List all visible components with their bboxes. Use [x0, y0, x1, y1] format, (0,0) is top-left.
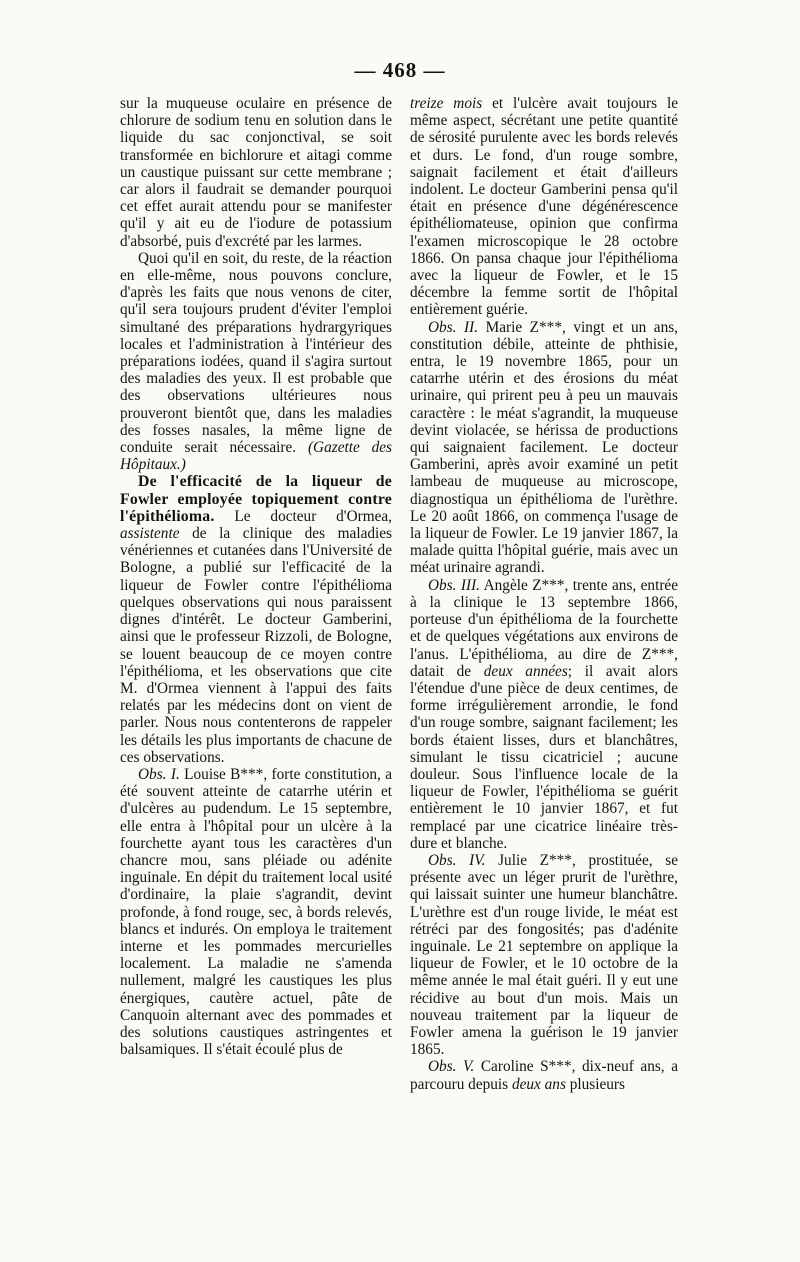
- observation: [410, 319, 678, 577]
- paragraph-text: et l'ulcère avait toujours le même aspect, sécrétant une petite quantité de sérosité purulente avec les bords relevés et durs. Le fond, d'un rouge sombre, saignait facilement et était d'ailleurs indolent. Le docteur Gamberini pensa qu'il était en présence d'une dégénérescence épithéliomateuse, opinion que confirma l'examen microscopique le 28 octobre 1866. On pansa chaque jour l'épithélioma avec la liqueur de Fowler, et le 15 décembre la femme sortit de l'hôpital entièrement guérie.: [410, 95, 679, 319]
- italic-term: treize mois: [410, 95, 483, 112]
- observation-text: Marie Z***, vingt et un ans, constitution débile, atteinte de phthisie, entra, le 19 novembre 1865, pour un catarrhe utérin et des érosions du méat urinaire, qui prirent peu à peu un mauvais caractère : le méat s'agrandit, la muqueuse devint violacée, se hérissa de productions qui saignaient facilement. Le docteur Gamberini, après avoir examiné un petit lambeau de muqueuse au microscope, diagnostiqua un épithélioma de l'urèthre. Le 20 août 1866, on commença l'usage de la liqueur de Fowler. Le 19 janvier 1867, la malade quitta l'hôpital guérie, mais avec un méat urinaire agrandi.: [410, 318, 679, 577]
- observation-text: Angèle Z***, trente ans, entrée à la clinique le 13 septembre 1866, porteuse d'un épithélioma de la fourchette et de quelques végétations aux environs de l'anus. L'épithélioma, au dire de Z***, datait de: [410, 576, 679, 680]
- observation-text: Julie Z***, prostituée, se présente avec un léger prurit de l'urèthre, qui laissait suinter une humeur blanchâtre. L'urèthre est d'un rouge livide, le méat est rétréci par des fongosités; pas d'adénite inguinale. Le 21 septembre on applique la liqueur de Fowler, et le 10 octobre de la même année le mal était guéri. Il y eut une récidive au bout d'un mois. Mais un nouveau traitement par la liqueur de Fowler amena la guérison le 19 janvier 1865.: [410, 851, 678, 1059]
- observation: [410, 1058, 678, 1092]
- observation-text: Louise B***, forte constitution, a été souvent atteinte de catarrhe utérin et d'ulcères au pudendum. Le 15 septembre, elle entra à l'hôpital pour un ulcère à la fourchette ayant tous les caractères d'un chancre mou, sans pléiade ou adénite inguinale. En dépit du traitement local usité d'ordinaire, la plaie s'agrandit, devint profonde, à fond rouge, sec, à bords relevés, blancs et indurés. On employa le traitement interne et les pommades mercurielles localement. La maladie ne s'amenda nullement, malgré les caustiques les plus énergiques, cautère actuel, pâte de Canquoin alternant avec des pommades et des solutions caustiques astringentes et balsamiques. Il s'était écoulé plus de: [120, 765, 393, 1059]
- observation-label: Obs. II.: [428, 318, 479, 336]
- left-column: [120, 95, 392, 1058]
- paragraph-text: Quoi qu'il en soit, du reste, de la réaction en elle-même, nous pouvons conclure, d'après les faits que nous venons de citer, qu'il sera toujours prudent d'éviter l'emploi simultané des préparations hydrargyriques locales et l'administration à l'intérieur des préparations iodées, quand il s'agira surtout des maladies des yeux. Il est probable que des observations ultérieures nous prouveront bientôt que, dans les maladies des fosses nasales, la même ligne de conduite serait nécessaire.: [120, 249, 392, 457]
- right-column: [410, 95, 678, 1093]
- italic-term: deux années: [483, 662, 568, 680]
- observation-text: plusieurs: [569, 1075, 625, 1093]
- observation-label: Obs. III.: [428, 576, 481, 594]
- observation: [120, 766, 392, 1058]
- observation-text: ; il avait alors l'étendue d'une pièce de deux centimes, de forme irrégulièrement arrondie, le fond d'un rouge sombre, saignant facilement; les bords étaient lisses, durs et blanchâtres, simulant le tissu cicatriciel ; aucune douleur. Sous l'influence locale de la liqueur de Fowler, l'épithélioma se guérit entièrement le 10 janvier 1867, et fut remplacé par une cicatrice linéaire très-dure et blanche.: [410, 662, 679, 852]
- paragraph-text: de la clinique des maladies vénériennes et cutanées dans l'Université de Bologne, a publié sur l'efficacité de la liqueur de Fowler contre l'épithélioma quelques observations qui nous paraissent dignes d'intérêt. Le docteur Gamberini, ainsi que le professeur Rizzoli, de Bologne, se louent beaucoup de ce moyen contre l'épithélioma, et les observations que cite M. d'Ormea viennent à l'appui des faits relatés par les médecins dont on vient de parler. Nous nous contenterons de rappeler les détails les plus importants de chacune de ces observations.: [120, 525, 393, 766]
- observation: [410, 577, 678, 852]
- observation-label: Obs. I.: [138, 765, 180, 783]
- observation-label: Obs. V.: [428, 1058, 475, 1076]
- article-section: [120, 473, 392, 765]
- paragraph: sur la muqueuse oculaire en présence de chlorure de sodium tenu en solution dans le liquide du sac conjonctival, se soit transformée en bichlorure et aitagi comme un caustique puissant sur cette membrane ; car alors il faudrait se demander pourquoi cet effet aurait attendu pour se manifester qu'il y ait eu de l'iodure de potassium d'absorbé, puis d'excrété par les larmes.: [120, 95, 392, 250]
- italic-term: assistente: [120, 525, 180, 543]
- observation: [410, 852, 678, 1058]
- observation-text: Caroline S***, dix-neuf ans, a parcouru depuis: [410, 1058, 678, 1093]
- article-title: De l'efficacité de la liqueur de Fowler employée topiquement contre l'épithélioma.: [120, 473, 392, 525]
- paragraph-text: Le docteur d'Ormea,: [234, 507, 393, 525]
- source-citation: (Gazette des Hôpitaux.): [120, 439, 392, 474]
- page-number: — 468 —: [354, 58, 446, 82]
- italic-term: deux ans: [511, 1075, 566, 1093]
- paragraph: [120, 250, 392, 474]
- paragraph: [410, 95, 678, 319]
- observation-label: Obs. IV.: [428, 851, 486, 869]
